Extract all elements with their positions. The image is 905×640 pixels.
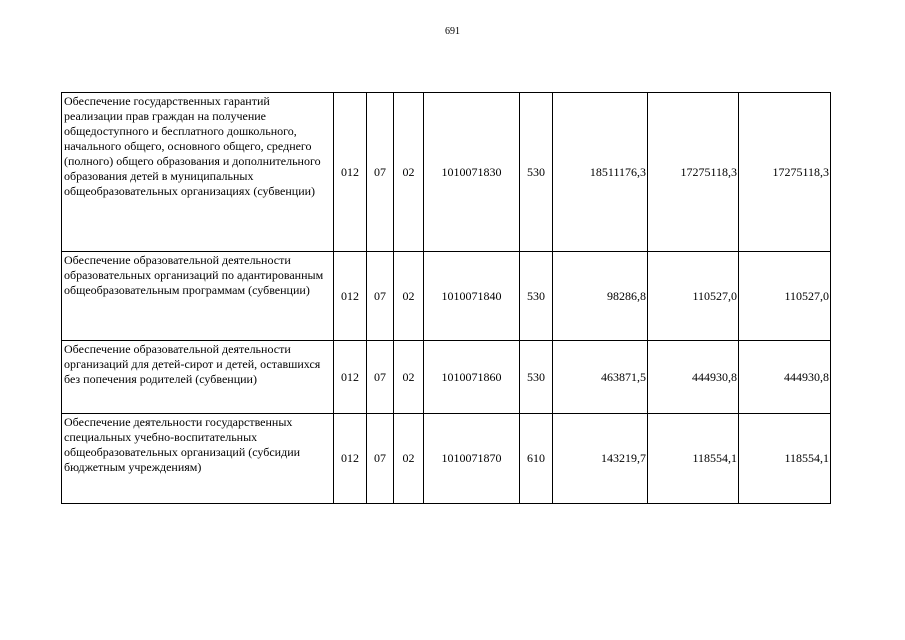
subsection-code-cell: 02 — [394, 414, 424, 504]
target-article-cell: 1010071870 — [424, 414, 520, 504]
expense-name-cell: Обеспечение государственных гарантий реализации прав граждан на получение общедоступного и бесплатного дошкольного, начального общего, основного общего, среднего (полного) общего образования и дополнительного образования детей в муниципальных общеобразовательных организациях (субвенции) — [62, 93, 334, 252]
amount-cell-1: 463871,5 — [553, 341, 648, 414]
amount-cell-2: 118554,1 — [648, 414, 739, 504]
amount-cell-3: 444930,8 — [739, 341, 831, 414]
subsection-code-cell: 02 — [394, 93, 424, 252]
expense-type-cell: 530 — [520, 93, 553, 252]
ministry-code-cell: 012 — [334, 341, 367, 414]
expense-name-cell: Обеспечение образовательной деятельности образовательных организаций по адантированным общеобразовательным программам (субвенции) — [62, 252, 334, 341]
amount-cell-1: 98286,8 — [553, 252, 648, 341]
budget-table — [61, 92, 831, 504]
section-code-cell: 07 — [367, 341, 394, 414]
expense-name-cell: Обеспечение образовательной деятельности организаций для детей-сирот и детей, оставшихся без попечения родителей (субвенции) — [62, 341, 334, 414]
ministry-code-cell: 012 — [334, 252, 367, 341]
target-article-cell: 1010071830 — [424, 93, 520, 252]
expense-type-cell: 610 — [520, 414, 553, 504]
target-article-cell: 1010071840 — [424, 252, 520, 341]
amount-cell-2: 444930,8 — [648, 341, 739, 414]
subsection-code-cell: 02 — [394, 341, 424, 414]
amount-cell-3: 17275118,3 — [739, 93, 831, 252]
target-article-cell: 1010071860 — [424, 341, 520, 414]
expense-name-cell: Обеспечение деятельности государственных специальных учебно-воспитательных общеобразовательных организаций (субсидии бюджетным учреждениям) — [62, 414, 334, 504]
subsection-code-cell: 02 — [394, 252, 424, 341]
amount-cell-1: 143219,7 — [553, 414, 648, 504]
amount-cell-2: 17275118,3 — [648, 93, 739, 252]
amount-cell-2: 110527,0 — [648, 252, 739, 341]
amount-cell-3: 118554,1 — [739, 414, 831, 504]
expense-type-cell: 530 — [520, 252, 553, 341]
table-row — [62, 341, 831, 414]
page-number: 691 — [445, 26, 460, 37]
amount-cell-3: 110527,0 — [739, 252, 831, 341]
section-code-cell: 07 — [367, 414, 394, 504]
expense-type-cell: 530 — [520, 341, 553, 414]
table-row — [62, 252, 831, 341]
amount-cell-1: 18511176,3 — [553, 93, 648, 252]
table-row — [62, 93, 831, 252]
section-code-cell: 07 — [367, 93, 394, 252]
ministry-code-cell: 012 — [334, 414, 367, 504]
ministry-code-cell: 012 — [334, 93, 367, 252]
section-code-cell: 07 — [367, 252, 394, 341]
table-row — [62, 414, 831, 504]
